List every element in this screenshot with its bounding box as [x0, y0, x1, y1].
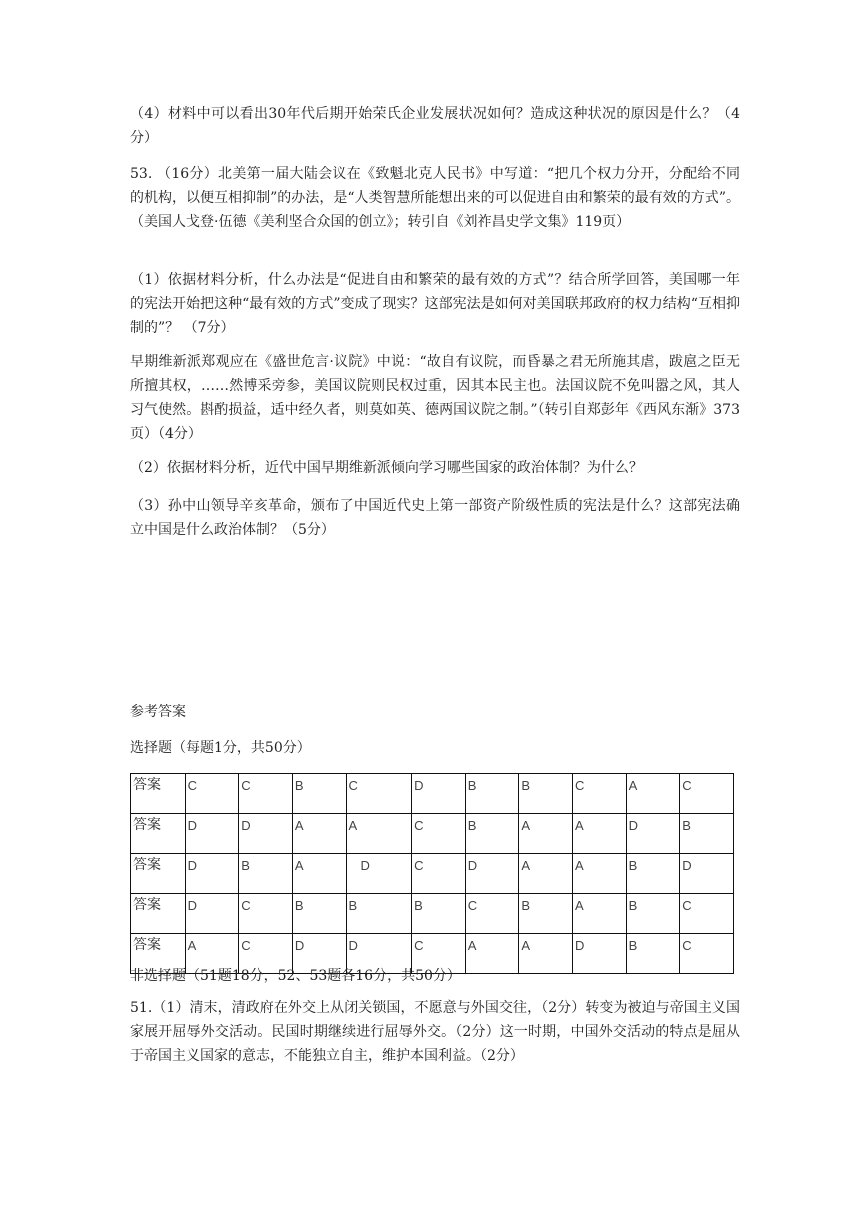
row-label: 答案: [131, 814, 186, 854]
answer-cell: C: [573, 774, 627, 814]
question-51-answer: 51.（1）清末，清政府在外交上从闭关锁国，不愿意与外国交往，（2分）转变为被迫与帝国主义国家展开屈辱外交活动。民国时期继续进行屈辱外交。（2分）这一时期，中国外交活动的特点是屈从于帝国主义国家的意志，不能独立自主，维护本国利益。（2分）: [130, 1000, 740, 1064]
answer-cell: C: [239, 934, 293, 974]
non-choice-section-heading: 非选择题（51题18分，52、53题各16分，共50分）: [130, 968, 461, 984]
answer-cell: D: [239, 814, 293, 854]
answer-cell: C: [680, 774, 734, 814]
row-label: 答案: [131, 774, 186, 814]
answer-cell: D: [185, 894, 239, 934]
answer-cell: C: [185, 774, 239, 814]
row-label: 答案: [131, 854, 186, 894]
question-53-part-2: （2）依据材料分析，近代中国早期维新派倾向学习哪些国家的政治体制？为什么？: [130, 460, 643, 476]
choice-section-heading: 选择题（每题1分，共50分）: [130, 740, 311, 756]
answer-cell: A: [519, 814, 573, 854]
answer-cell: A: [626, 774, 680, 814]
answer-cell: A: [573, 894, 627, 934]
answer-cell: B: [519, 894, 573, 934]
question-53-part-1: （1）依据材料分析，什么办法是“促进自由和繁荣的最有效的方式”？结合所学回答，美国哪一年的宪法开始把这种“最有效的方式”变成了现实？这部宪法是如何对美国联邦政府的权力结构“互相抑制的”？ （7分）: [130, 272, 740, 336]
row-label: 答案: [131, 894, 186, 934]
answer-cell: C: [412, 934, 466, 974]
table-row: [131, 894, 734, 934]
answer-table: [130, 773, 734, 974]
answer-cell: A: [573, 814, 627, 854]
answer-cell: C: [346, 774, 412, 814]
answer-cell: C: [239, 774, 293, 814]
answer-cell: D: [346, 934, 412, 974]
answer-cell: A: [465, 934, 519, 974]
answer-cell: C: [465, 894, 519, 934]
answer-cell: D: [346, 854, 412, 894]
answer-cell: B: [465, 774, 519, 814]
answer-cell: D: [465, 854, 519, 894]
answer-cell: A: [519, 934, 573, 974]
answer-cell: B: [626, 934, 680, 974]
answer-cell: B: [412, 894, 466, 934]
answer-cell: A: [519, 854, 573, 894]
answer-cell: A: [292, 854, 346, 894]
answer-cell: D: [185, 814, 239, 854]
question-52-part-4: （4）材料中可以看出30年代后期开始荣氏企业发展状况如何？造成这种状况的原因是什么？（4分）: [130, 106, 740, 146]
answer-cell: B: [626, 854, 680, 894]
answer-cell: B: [292, 894, 346, 934]
answer-cell: C: [412, 854, 466, 894]
answer-cell: B: [292, 774, 346, 814]
table-row: [131, 774, 734, 814]
answer-cell: B: [680, 814, 734, 854]
answer-cell: B: [346, 894, 412, 934]
answer-cell: A: [573, 854, 627, 894]
answer-cell: C: [680, 934, 734, 974]
answer-cell: D: [626, 814, 680, 854]
table-row: [131, 854, 734, 894]
answer-cell: D: [680, 854, 734, 894]
row-label: 答案: [131, 934, 186, 974]
answer-cell: A: [292, 814, 346, 854]
answer-cell: B: [626, 894, 680, 934]
answer-cell: C: [680, 894, 734, 934]
answer-cell: C: [239, 894, 293, 934]
answer-cell: C: [412, 814, 466, 854]
answer-cell: D: [573, 934, 627, 974]
table-row: [131, 814, 734, 854]
question-53-intro: 53. （16分）北美第一届大陆会议在《致魁北克人民书》中写道：“把几个权力分开，分配给不同的机构，以便互相抑制”的办法，是“人类智慧所能想出来的可以促进自由和繁荣的最有效的方式”。（美国人戈登·伍德《美利坚合众国的创立》；转引自《刘祚昌史学文集》119页）: [130, 166, 740, 230]
answer-cell: B: [239, 854, 293, 894]
answer-cell: A: [346, 814, 412, 854]
answer-key-title: 参考答案: [130, 704, 186, 720]
answer-cell: B: [519, 774, 573, 814]
answer-cell: D: [292, 934, 346, 974]
answer-cell: D: [185, 854, 239, 894]
answer-cell: B: [465, 814, 519, 854]
question-53-material-2: 早期维新派郑观应在《盛世危言·议院》中说：“故自有议院，而昏暴之君无所施其虐，跋扈之臣无所擅其权，……然博采旁参，美国议院则民权过重，因其本民主也。法国议院不免叫嚣之风，其人习气使然。斟酌损益，适中经久者，则莫如英、德两国议院之制。”（转引自郑彭年《西风东渐》373页）（4分）: [130, 354, 740, 442]
question-53-part-3: （3）孙中山领导辛亥革命，颁布了中国近代史上第一部资产阶级性质的宪法是什么？这部宪法确立中国是什么政治体制？（5分）: [130, 498, 740, 538]
answer-cell: D: [412, 774, 466, 814]
answer-cell: A: [185, 934, 239, 974]
